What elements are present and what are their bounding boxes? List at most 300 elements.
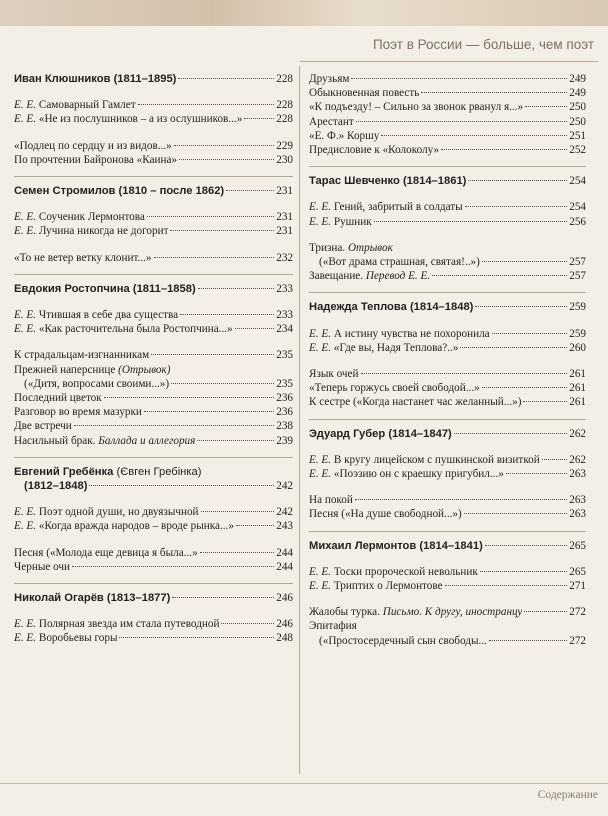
- toc-entry[interactable]: [309, 467, 586, 481]
- toc-entry-title: [309, 565, 478, 579]
- spacer: [14, 296, 293, 308]
- toc-right-column: [309, 72, 586, 648]
- author-initials: Е. Е.: [14, 225, 37, 238]
- entry-title-text: Тоски пророческой невольник: [331, 565, 478, 578]
- page-number: 259: [569, 301, 586, 314]
- entry-title-text: Иван Клюшников (1811–1895): [14, 73, 177, 85]
- dot-leader: [119, 636, 274, 638]
- column-separator: [299, 66, 300, 774]
- section-divider: [309, 531, 586, 532]
- toc-entry[interactable]: [309, 327, 586, 341]
- entry-title-text: «К подъезду! – Сильно за звонок рванул я...»: [309, 101, 524, 114]
- spacer: [309, 593, 586, 605]
- entry-title-text: А истину чувства не похоронила: [331, 327, 490, 340]
- toc-entry-title: [24, 479, 87, 493]
- toc-entry[interactable]: [309, 493, 586, 507]
- toc-author-heading[interactable]: [309, 427, 586, 441]
- dot-leader: [468, 179, 567, 181]
- spacer: [14, 534, 293, 546]
- toc-entry-title: [309, 579, 443, 593]
- spacer: [14, 86, 293, 98]
- toc-entry-title: [14, 282, 196, 296]
- toc-author-heading[interactable]: [309, 539, 586, 553]
- toc-entry-title: [319, 255, 480, 269]
- page-number: 228: [276, 73, 293, 85]
- section-divider: [14, 457, 293, 458]
- spacer: [14, 605, 293, 617]
- toc-entry-title: [309, 143, 439, 157]
- entry-title-text: Друзьям: [309, 73, 350, 85]
- dot-leader: [180, 313, 274, 315]
- entry-title-text: Эдуард Губер (1814–1847): [309, 427, 452, 440]
- toc-entry[interactable]: [309, 565, 586, 579]
- toc-entry-title: [14, 153, 177, 167]
- spacer: [14, 239, 293, 251]
- toc-entry[interactable]: [14, 505, 293, 519]
- entry-title-text: Семен Стромилов (1810 – после 1862): [14, 185, 225, 198]
- dot-leader: [480, 570, 567, 572]
- toc-entry-title: [14, 465, 201, 479]
- toc-entry-title: [309, 467, 504, 481]
- entry-title-text: Жалобы турка.: [309, 606, 383, 619]
- toc-entry[interactable]: [14, 391, 293, 405]
- section-divider: [309, 292, 586, 293]
- toc-author-heading[interactable]: [14, 282, 293, 296]
- toc-entry-title: [309, 619, 357, 633]
- page-number: 252: [569, 144, 586, 157]
- page-number: 231: [276, 185, 293, 198]
- toc-entry-title: [309, 427, 452, 441]
- entry-title-text: Лучина никогда не догорит: [36, 225, 169, 238]
- toc-entry-title: [309, 367, 359, 381]
- entry-title-text: «Подлец по сердцу и из видов...»: [14, 139, 172, 152]
- toc-entry[interactable]: [14, 139, 293, 153]
- toc-entry[interactable]: [309, 634, 586, 648]
- entry-title-text: Поэт одной души, но двуязычной: [36, 506, 199, 519]
- toc-entry[interactable]: [309, 241, 586, 255]
- toc-entry[interactable]: [309, 143, 586, 157]
- dot-leader: [525, 105, 567, 107]
- toc-entry[interactable]: [309, 453, 586, 467]
- spacer: [309, 355, 586, 367]
- page-number: 272: [569, 606, 586, 619]
- toc-entry[interactable]: [14, 560, 293, 574]
- toc-entry-title: [309, 72, 349, 86]
- toc-entry-title: [14, 184, 224, 198]
- dot-leader: [381, 134, 567, 136]
- dot-leader: [200, 551, 275, 553]
- toc-entry[interactable]: [309, 395, 586, 409]
- toc-entry[interactable]: [14, 363, 293, 377]
- entry-title-text: Завещание.: [309, 270, 366, 283]
- entry-title-text: «Где вы, Надя Теплова?..»: [331, 341, 459, 354]
- toc-entry[interactable]: [14, 419, 293, 433]
- toc-entry[interactable]: [14, 322, 293, 336]
- entry-subtitle: Перевод Е. Е.: [365, 270, 431, 283]
- toc-entry-title: [14, 505, 199, 519]
- dot-leader: [179, 158, 274, 160]
- footer-section-label: Содержание: [537, 789, 598, 801]
- entry-title-text: В кругу лицейском с пушкинской визиткой: [331, 453, 540, 466]
- page-number: 263: [569, 508, 586, 521]
- entry-subtitle: Отрывок: [347, 241, 393, 254]
- dot-leader: [178, 77, 274, 79]
- toc-entry[interactable]: [309, 100, 586, 114]
- dot-leader: [460, 346, 567, 348]
- toc-entry-title: [14, 72, 176, 86]
- dot-leader: [465, 205, 568, 207]
- dot-leader: [523, 400, 567, 402]
- toc-entry[interactable]: [309, 129, 586, 143]
- author-initials: Е. Е.: [14, 211, 37, 224]
- dot-leader: [201, 510, 275, 512]
- entry-title-text: Прежней наперснице: [14, 363, 119, 376]
- entry-title-text: Насильный брак.: [14, 434, 99, 447]
- toc-entry-title: [14, 308, 178, 322]
- toc-entry[interactable]: [14, 224, 293, 238]
- dot-leader: [104, 396, 275, 398]
- entry-title-text: На покой: [309, 494, 353, 507]
- entry-title-text: Песня («Молода еще девица я была...»: [14, 546, 198, 559]
- entry-title-text: «То не ветер ветку клонит...»: [14, 251, 152, 264]
- entry-title-text: К страдальцам-изгнанникам: [14, 349, 150, 362]
- entry-subtitle: (Отрывок): [118, 363, 171, 376]
- entry-title-text: («Простосердечный сын свободы...: [319, 634, 487, 647]
- toc-entry-title: [309, 269, 430, 283]
- entry-title-text: Тарас Шевченко (1814–1861): [309, 175, 467, 188]
- author-initials: Е. Е.: [14, 618, 37, 631]
- toc-entry-title: [14, 519, 234, 533]
- toc-author-heading[interactable]: [14, 72, 293, 86]
- author-initials: Е. Е.: [14, 99, 37, 112]
- toc-entry-title: [14, 112, 242, 126]
- page-number: 262: [569, 427, 586, 440]
- dot-leader: [421, 91, 567, 93]
- toc-entry[interactable]: [309, 381, 586, 395]
- entry-title-text: Язык очей: [309, 368, 359, 381]
- dot-leader: [235, 327, 275, 329]
- page-number: 261: [569, 368, 586, 381]
- section-divider: [14, 583, 293, 584]
- toc-entry-title: [14, 434, 195, 448]
- toc-entry-title: [14, 322, 233, 336]
- entry-title-text: «Е. Ф.» Коршу: [309, 129, 380, 142]
- entry-title-text: Соученик Лермонтова: [36, 211, 145, 224]
- toc-entry-title: [14, 391, 102, 405]
- dot-leader: [138, 103, 275, 105]
- page-number: 228: [276, 99, 293, 112]
- toc-entry[interactable]: [309, 115, 586, 129]
- page-number: 272: [569, 634, 586, 647]
- section-divider: [309, 419, 586, 420]
- entry-subtitle: Баллада и аллегория: [98, 434, 196, 447]
- toc-entry-title: [309, 100, 523, 114]
- entry-title-text: Последний цветок: [14, 392, 102, 405]
- toc-entry[interactable]: [14, 434, 293, 448]
- page-number: 251: [569, 129, 586, 142]
- dot-leader: [351, 77, 567, 79]
- dot-leader: [144, 410, 274, 412]
- spacer: [309, 229, 586, 241]
- toc-entry[interactable]: [309, 269, 586, 283]
- page-number: 250: [569, 115, 586, 128]
- dot-leader: [482, 386, 567, 388]
- page-number: 229: [276, 139, 293, 152]
- entry-title-text: Две встречи: [14, 420, 72, 433]
- author-initials: Е. Е.: [309, 453, 332, 466]
- author-initials: Е. Е.: [14, 309, 37, 322]
- entry-title-text: Гений, забритый в солдаты: [331, 201, 463, 214]
- section-divider: [309, 166, 586, 167]
- toc-entry[interactable]: [309, 579, 586, 593]
- entry-title-text: Песня («На душе свободной...»): [309, 508, 462, 521]
- dot-leader: [74, 424, 275, 426]
- spacer: [309, 188, 586, 200]
- dot-leader: [454, 432, 567, 434]
- dot-leader: [475, 305, 567, 307]
- dot-leader: [174, 144, 274, 146]
- page-number: 234: [276, 323, 293, 336]
- page-number: 236: [276, 392, 293, 405]
- entry-title-text: «Как расточительна была Ростопчина...»: [36, 323, 233, 336]
- author-initials: Е. Е.: [309, 468, 332, 481]
- toc-entry[interactable]: [309, 72, 586, 86]
- page-number: 257: [569, 256, 586, 269]
- author-initials: Е. Е.: [309, 327, 332, 340]
- dot-leader: [432, 274, 567, 276]
- page-number: 249: [569, 87, 586, 100]
- entry-title-text: Воробьевы горы: [36, 632, 118, 645]
- dot-leader: [236, 524, 274, 526]
- page-number: 263: [569, 468, 586, 481]
- toc-entry[interactable]: [14, 631, 293, 645]
- entry-title-text: Николай Огарёв (1813–1877): [14, 592, 171, 605]
- dot-leader: [374, 220, 568, 222]
- page-number: 230: [276, 153, 293, 166]
- toc-entry-title: [309, 327, 490, 341]
- toc-entry[interactable]: [14, 112, 293, 126]
- toc-entry[interactable]: [309, 367, 586, 381]
- page-number: 257: [569, 270, 586, 283]
- toc-author-heading[interactable]: [14, 591, 293, 605]
- page-number: 239: [276, 434, 293, 447]
- entry-title-text: Обыкновенная повесть: [309, 87, 420, 100]
- toc-entry-title: [14, 405, 142, 419]
- page-number: 254: [569, 201, 586, 214]
- toc-entry-title: [14, 617, 219, 631]
- page-number: 254: [569, 175, 586, 188]
- section-divider: [14, 274, 293, 275]
- page-number: 261: [569, 396, 586, 409]
- toc-author-heading[interactable]: [309, 300, 586, 314]
- toc-entry[interactable]: [14, 153, 293, 167]
- entry-title-text: Евгений Гребёнка: [14, 465, 117, 478]
- entry-title-text: «Когда вражда народов – вроде рынка...»: [36, 520, 234, 533]
- toc-entry-title: [309, 86, 419, 100]
- page-number: 233: [276, 309, 293, 322]
- toc-author-heading[interactable]: [14, 465, 293, 479]
- toc-entry[interactable]: [309, 255, 586, 269]
- entry-title-text: Самоварный Гамлет: [36, 99, 136, 112]
- entry-title-text: Тризна.: [309, 241, 348, 254]
- toc-entry-title: [14, 631, 117, 645]
- toc-entry-title: [319, 634, 487, 648]
- dot-leader: [244, 117, 274, 119]
- spacer: [14, 336, 293, 348]
- page-number: 235: [276, 349, 293, 362]
- spacer: [309, 315, 586, 327]
- top-decorative-band: [0, 0, 608, 26]
- entry-subtitle: Письмо. К другу, иностранцу: [382, 606, 523, 619]
- page-number: 246: [276, 618, 293, 631]
- toc-entry-title: [309, 241, 393, 255]
- spacer: [309, 553, 586, 565]
- dot-leader: [445, 584, 568, 586]
- dot-leader: [542, 458, 567, 460]
- toc-entry[interactable]: [309, 341, 586, 355]
- toc-entry[interactable]: [14, 308, 293, 322]
- page-number: 249: [569, 73, 586, 85]
- toc-author-heading[interactable]: [14, 479, 293, 493]
- dot-leader: [464, 512, 567, 514]
- toc-entry[interactable]: [14, 210, 293, 224]
- page-number: 265: [569, 565, 586, 578]
- dot-leader: [89, 484, 274, 486]
- toc-entry-title: [14, 419, 72, 433]
- dot-leader: [151, 353, 274, 355]
- entry-title-text: Михаил Лермонтов (1814–1841): [309, 539, 483, 552]
- toc-entry-title: [309, 215, 372, 229]
- toc-entry[interactable]: [14, 251, 293, 265]
- author-initials: Е. Е.: [309, 341, 332, 354]
- toc-entry-title: [309, 200, 463, 214]
- author-initials: Е. Е.: [309, 215, 332, 228]
- dot-leader: [147, 215, 274, 217]
- toc-entry[interactable]: [14, 546, 293, 560]
- toc-entry-title: [14, 363, 170, 377]
- toc-entry[interactable]: [309, 215, 586, 229]
- toc-entry-title: [14, 546, 198, 560]
- dot-leader: [524, 610, 567, 612]
- author-initials: Е. Е.: [14, 113, 37, 126]
- toc-entry[interactable]: [14, 377, 293, 391]
- toc-entry[interactable]: [14, 405, 293, 419]
- page-number: 246: [276, 592, 293, 605]
- author-initials: Е. Е.: [14, 323, 37, 336]
- dot-leader: [170, 229, 274, 231]
- page-number: 235: [276, 377, 293, 390]
- page-number: 244: [276, 560, 293, 573]
- dot-leader: [226, 189, 274, 191]
- author-initials: Е. Е.: [14, 506, 37, 519]
- toc-left-column: [14, 72, 293, 646]
- entry-title-text: (1812–1848): [24, 480, 88, 493]
- author-initials: Е. Е.: [309, 580, 332, 593]
- page-number: 243: [276, 520, 293, 533]
- entry-title-text: Рушник: [331, 215, 372, 228]
- dot-leader: [492, 332, 568, 334]
- page-number: 265: [569, 539, 586, 552]
- entry-title-text: Чтившая в себе два существа: [36, 309, 179, 322]
- entry-title-text: («Вот драма страшная, святая!..»): [319, 256, 480, 269]
- page-number: 231: [276, 211, 293, 224]
- toc-entry-title: [309, 539, 483, 553]
- page-number: 228: [276, 113, 293, 126]
- toc-entry-title: [309, 507, 462, 521]
- dot-leader: [356, 120, 567, 122]
- running-header: Поэт в России — больше, чем поэт: [372, 37, 594, 52]
- dot-leader: [361, 372, 568, 374]
- toc-author-heading[interactable]: [14, 184, 293, 198]
- toc-author-heading[interactable]: [309, 174, 586, 188]
- author-initials: Е. Е.: [14, 520, 37, 533]
- page-number: 236: [276, 406, 293, 419]
- toc-entry[interactable]: [14, 98, 293, 112]
- entry-title-text: Арестант: [309, 115, 354, 128]
- dot-leader: [506, 472, 567, 474]
- toc-entry[interactable]: [309, 605, 586, 619]
- toc-entry-title: [14, 560, 70, 574]
- page-number: 242: [276, 480, 293, 493]
- entry-title-text: К сестре («Когда настанет час желанный...»): [309, 396, 522, 409]
- page-number: 260: [569, 341, 586, 354]
- toc-entry[interactable]: [309, 619, 586, 633]
- toc-entry[interactable]: [14, 519, 293, 533]
- page-number: 271: [569, 580, 586, 593]
- toc-entry-title: [14, 251, 152, 265]
- toc-entry[interactable]: [14, 617, 293, 631]
- toc-entry[interactable]: [309, 507, 586, 521]
- dot-leader: [441, 148, 567, 150]
- page-number: 250: [569, 101, 586, 114]
- entry-title-text: Предисловие к «Колоколу»: [309, 144, 440, 157]
- page-number: 233: [276, 282, 293, 295]
- toc-entry[interactable]: [309, 200, 586, 214]
- toc-entry-title: [14, 591, 170, 605]
- entry-title-text: «Поэзию он с краешку пригубил...»: [331, 468, 504, 481]
- page-number: 263: [569, 494, 586, 507]
- dot-leader: [171, 382, 274, 384]
- toc-entry-title: [14, 210, 145, 224]
- dot-leader: [485, 544, 567, 546]
- spacer: [14, 127, 293, 139]
- toc-entry-title: [309, 300, 473, 314]
- dot-leader: [197, 439, 274, 441]
- spacer: [309, 481, 586, 493]
- toc-entry[interactable]: [14, 348, 293, 362]
- page-number: 231: [276, 225, 293, 238]
- spacer: [14, 198, 293, 210]
- dot-leader: [172, 596, 274, 598]
- entry-alt-name: (Євген Гребінка): [116, 465, 202, 478]
- toc-entry-title: [309, 341, 458, 355]
- dot-leader: [198, 287, 275, 289]
- toc-entry-title: [14, 224, 168, 238]
- author-initials: Е. Е.: [309, 565, 332, 578]
- dot-leader: [482, 260, 567, 262]
- dot-leader: [489, 639, 567, 641]
- toc-entry-title: [309, 381, 480, 395]
- toc-entry-title: [14, 139, 172, 153]
- author-initials: Е. Е.: [14, 632, 37, 645]
- entry-title-text: «Не из послушников – а из ослушников...»: [36, 113, 243, 126]
- entry-title-text: Триптих о Лермонтове: [331, 580, 443, 593]
- toc-entry-title: [309, 174, 466, 188]
- toc-entry-title: [14, 348, 149, 362]
- page-number: 259: [569, 327, 586, 340]
- entry-title-text: Евдокия Ростопчина (1811–1858): [14, 282, 196, 295]
- toc-entry[interactable]: [309, 86, 586, 100]
